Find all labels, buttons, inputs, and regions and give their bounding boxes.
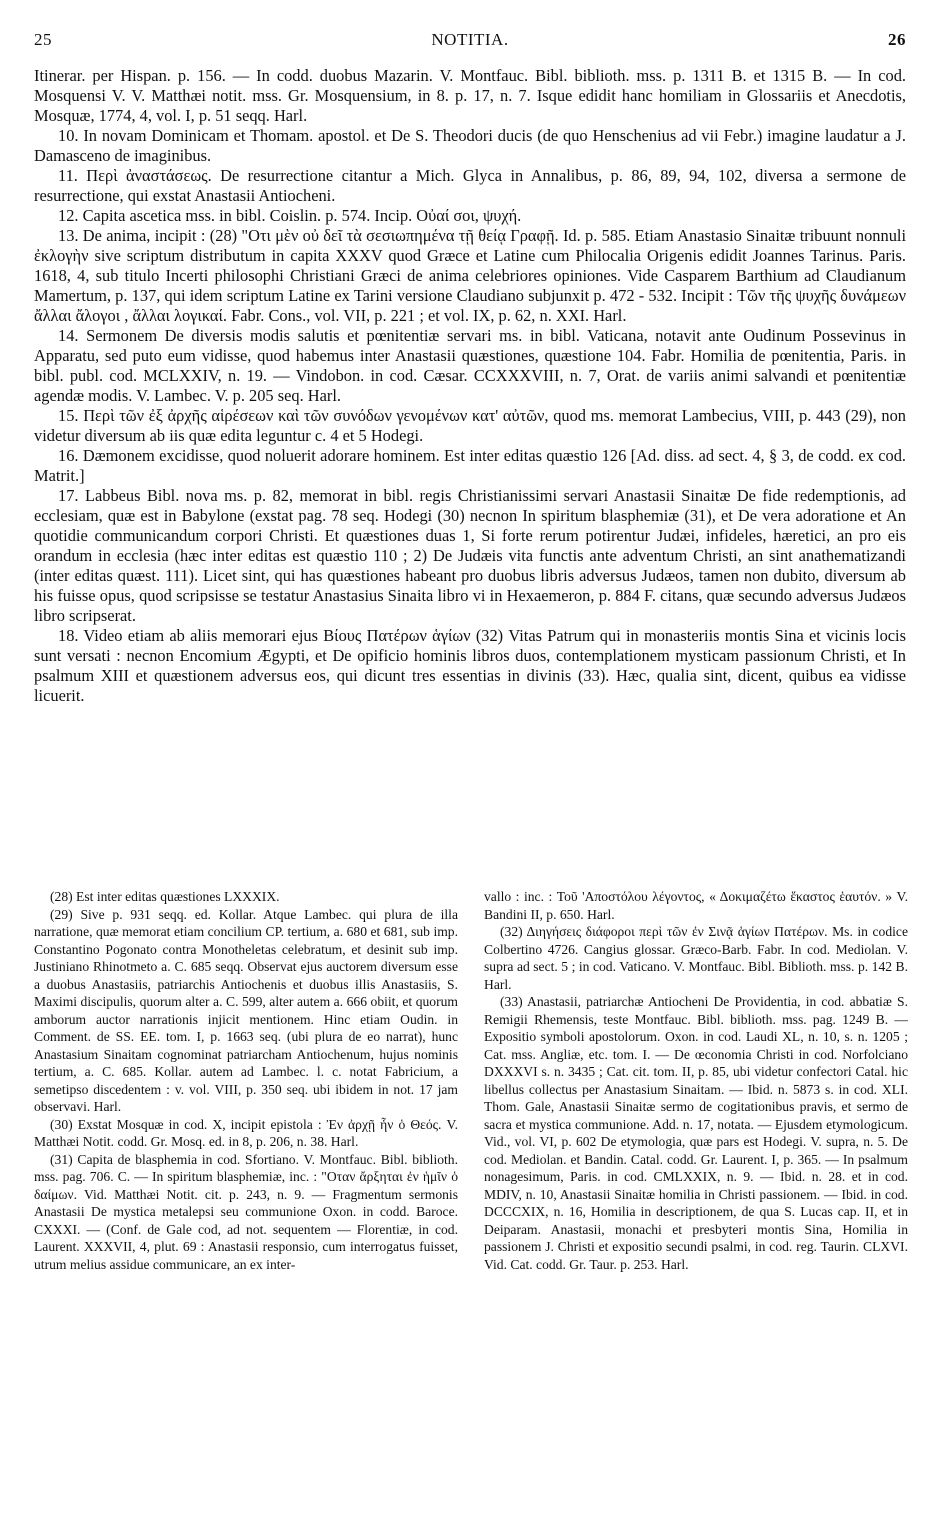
paragraph-18: 18. Video etiam ab aliis memorari ejus Βίους Πατέρων ἁγίων (32) Vitas Patrum qui in monasteriis montis Sina et vicinis locis sunt versati : necnon Encomium Ægypti, et De opificio hominis libros duos, contemplationem mysticam passionum Christi, et In psalmum XIII et quæstionem adversus eos, qui dicunt tres essentias in divinis (33). Hæc, qualia sint, dicent, quibus ea vidisse licuerit. [34,626,906,705]
footnote-32: (32) Διηγήσεις διάφοροι περὶ τῶν ἐν Σινᾷ ἁγίων Πατέρων. Ms. in codice Colbertino 4726. Cangius glossar. Græco-Barb. Fabr. In cod. Mediolan. V. supra ad sect. 5 ; in cod. Vaticano. V. Montfauc. Bibl. Biblioth. mss. p. 142 B. Harl. [484,924,908,992]
paragraph-14: 14. Sermonem De diversis modis salutis et pœnitentiæ servari ms. in bibl. Vaticana, notavit ante Oudinum Possevinus in Apparatu, sed puto eum vidisse, quod habemus inter Anastasii quæstiones, quæstione 104. Fabr. Homilia de pœnitentia, Paris. in bibl. publ. cod. MCLXXIV, n. 19. — Vindobon. in cod. Cæsar. CCXXXVIII, n. 7, Orat. de variis animi salvandi et pœnitentiæ agendæ modis. V. Lambec. V. p. 205 seq. Harl. [34,326,906,405]
footnote-29: (29) Sive p. 931 seqq. ed. Kollar. Atque Lambec. qui plura de illa narratione, quæ memorat etiam concilium CP. tertium, a. 680 et 681, sub imp. Constantino Pogonato contra Monotheletas celebratum, et desinit sub imp. Justiniano Rhinotmeto a. C. 685 seqq. Observat ejus auctorem diversum esse a duobus Anastasiis, patriarchis Antiochenis et duobus illis Anastasiis, S. Maximi discipulis, quorum alter a. C. 599, alter autem a. 666 obiit, et quorum amborum auctor narrationis injicit mentionem. Hinc etiam Oudin. in Comment. de SS. EE. tom. I, p. 1663 seq. (ubi plura de eo narrat), hunc Anastasium Sinaitam cognominat patriarcham Antiochenum, hujus nominis tertium, a. C. 685. Kollar. autem ad Lambec. l. c. notat Fabricium, a semetipso discedentem : v. vol. VIII, p. 350 seq. ubi ibidem in not. 17 jam observavi. Harl. [34,906,458,1114]
paragraph-16: 16. Dæmonem excidisse, quod noluerit adorare hominem. Est inter editas quæstio 126 [Ad. diss. ad sect. 4, § 3, de codd. ex cod. Matrit.] [34,446,906,485]
paragraph-10: 10. In novam Dominicam et Thomam. apostol. et De S. Theodori ducis (de quo Henschenius ad vii Febr.) imagine laudatur a J. Damasceno de imaginibus. [34,126,906,165]
paragraph-17: 17. Labbeus Bibl. nova ms. p. 82, memorat in bibl. regis Christianissimi servari Anastasii Sinaitæ De fide redemptionis, ad ecclesiam, quæ est in Babylone (exstat pag. 78 seq. Hodegi (30) necnon In spiritum blasphemiæ (31), et De vera adoratione et An quotidie communicandum corpori Christi. Et quæstiones duas 1, Si forte rerum potirentur Judæi, infideles, hæretici, an pro eis orandum in ecclesia (hæc inter editas est quæstio 110 ; 2) De Judæis vita functis ante adventum Christi, an sint anathematizandi (inter editas quæst. 111). Licet sint, qui has quæstiones habeant pro duobus libris adversus Judæos, tamen non dubito, diversum ab his fuisse opus, quod scripsisse se testatur Anastasius Sinaita libro vi in Hexaemeron, p. 884 F. citans, quæ secundo adversus Judæos libro scripserat. [34,486,906,625]
paragraph-12: 12. Capita ascetica mss. in bibl. Coislin. p. 574. Incip. Οὐαί σοι, ψυχή. [58,206,522,225]
footnote-31: (31) Capita de blasphemia in cod. Sfortiano. V. Montfauc. Bibl. biblioth. mss. pag. 706. C. — In spiritum blasphemiæ, inc. : "Οταν ἄρξηται ἐν ἡμῖν ὁ δαίμων. Vid. Matthæi Notit. cit. p. 243, n. 9. — Fragmentum sermonis Anastasii De mystica metalepsi seu communione Oxon. in codd. Baroce. CXXXI. — (Conf. de Gale cod, ad not. sequentem — Florentiæ, in cod. Laurent. XXXVII, 4, plut. 69 : Anastasii responsio, cum interrogatus fuisset, utrum melius assidue communicare, an ex inter- [34,1151,458,1272]
footnote-28: (28) Est inter editas quæstiones LXXXIX. [50,889,280,904]
main-text [34,66,906,866]
footnotes-left-column [34,888,458,1528]
paragraph-15: 15. Περὶ τῶν ἐξ ἀρχῆς αἱρέσεων καὶ τῶν συνόδων γενομένων κατ' αὐτῶν, quod ms. memorat Lambecius, VIII, p. 443 (29), non videtur diversum ab iis quæ edita leguntur c. 4 et 5 Hodegi. [34,406,906,445]
paragraph-13: 13. De anima, incipit : (28) "Οτι μὲν οὐ δεῖ τὰ σεσιωπημένα τῇ θείᾳ Γραφῇ. Id. p. 585. Etiam Anastasio Sinaitæ tribuunt nonnuli ἐκλογὴν sive scriptum distributum in capita XXXV quod Græce et Latine cum Philocalia Origenis edidit Joannes Tarinus. Paris. 1618, 4, sub titulo Incerti philosophi Christiani Græci de anima celebriores opiniones. Vide Casparem Barthium ad Claudianum Mamertum, p. 137, qui idem scriptum Latine ex Tarini versione Claudiano subjunxit p. 472 - 532. Incipit : Τῶν τῆς ψυχῆς δυνάμεων ἄλλαι ἄλογοι , ἄλλαι λογικαί. Fabr. Cons., vol. VII, p. 221 ; et vol. IX, p. 62, n. XXI. Harl. [34,226,906,325]
running-title: NOTITIA. [431,30,509,49]
footnotes-right-column [484,888,908,1528]
footnote-33: (33) Anastasii, patriarchæ Antiocheni De Providentia, in cod. abbatiæ S. Remigii Rhemensis, teste Montfauc. Bibl. biblioth. mss. pag. 1249 B. — Expositio symboli apostolorum. Oxon. in cod. Laudi XL, n. 10, s. n. 1205 ; Cat. mss. Angliæ, etc. tom. I. — De œconomia Christi in cod. Norfolciano DXXXVI s. n. 3435 ; Cat. cit. tom. II, p. 85, ubi videtur confectori Catal. hic libellus collectus per Anastasium Sinaitam. — Ibid. n. 5873 s. in cod. XLI. Thom. Gale, Anastasii Sinaitæ sermo de cogitationibus pravis, et sermo de sacra et mystica communione. Add. n. 17, notata. — Ejusdem etymologicum. Vid., vol. VI, p. 602 De etymologia, quæ pars est Hodegi. V. supra, n. 5. De cod. Mediolan. et Bandin. Catal. codd. Gr. Laurent. I, p. 365. — In psalmum nonagesimum, Paris. in cod. CMLXXIX, n. 9. — Ibid. n. 28. et in cod. MDIV, n. 10, Anastasii Sinaitæ homilia in Christi passionem. — Ibid. in cod. DCCCXIX, n. 16, Homilia in descriptionem, de qua S. Lucas cap. II, et in Deiparam. Anastasii, monachi et presbyteri montis Sina, Homilia in passionem J. Christi et expositio secundi psalmi, in cod. reg. Taurin. CLXVI. Vid. Cat. codd. Gr. Taur. p. 253. Harl. [484,994,908,1272]
page-number-left: 25 [34,30,52,49]
page-header [34,30,906,56]
paragraph-11: 11. Περὶ ἀναστάσεως. De resurrectione citantur a Mich. Glyca in Annalibus, p. 86, 89, 94, 102, diversa a sermone de resurrectione, qui exstat Anastasii Antiocheni. [34,166,906,205]
footnote-31-continuation: vallo : inc. : Τοῦ 'Αποστόλου λέγοντος, « Δοκιμαζέτω ἕκαστος ἑαυτόν. » V. Bandini II, p. 650. Harl. [484,889,908,922]
paragraph-continuation: Itinerar. per Hispan. p. 156. — In codd. duobus Mazarin. V. Montfauc. Bibl. biblioth. mss. p. 1311 B. et 1315 B. — In cod. Mosquensi V. V. Matthæi notit. mss. Gr. Mosquensium, in 8. p. 17, n. 7. Isque edidit hanc homiliam in Glossariis et Anecdotis, Mosquæ, 1774, 4, vol. I, p. 51 seqq. Harl. [34,66,906,125]
footnote-30: (30) Exstat Mosquæ in cod. X, incipit epistola : Ἐν ἀρχῇ ἦν ὁ Θεός. V. Matthæi Notit. codd. Gr. Mosq. ed. in 8, p. 206, n. 38. Harl. [34,1116,458,1149]
page-number-right: 26 [888,30,906,49]
